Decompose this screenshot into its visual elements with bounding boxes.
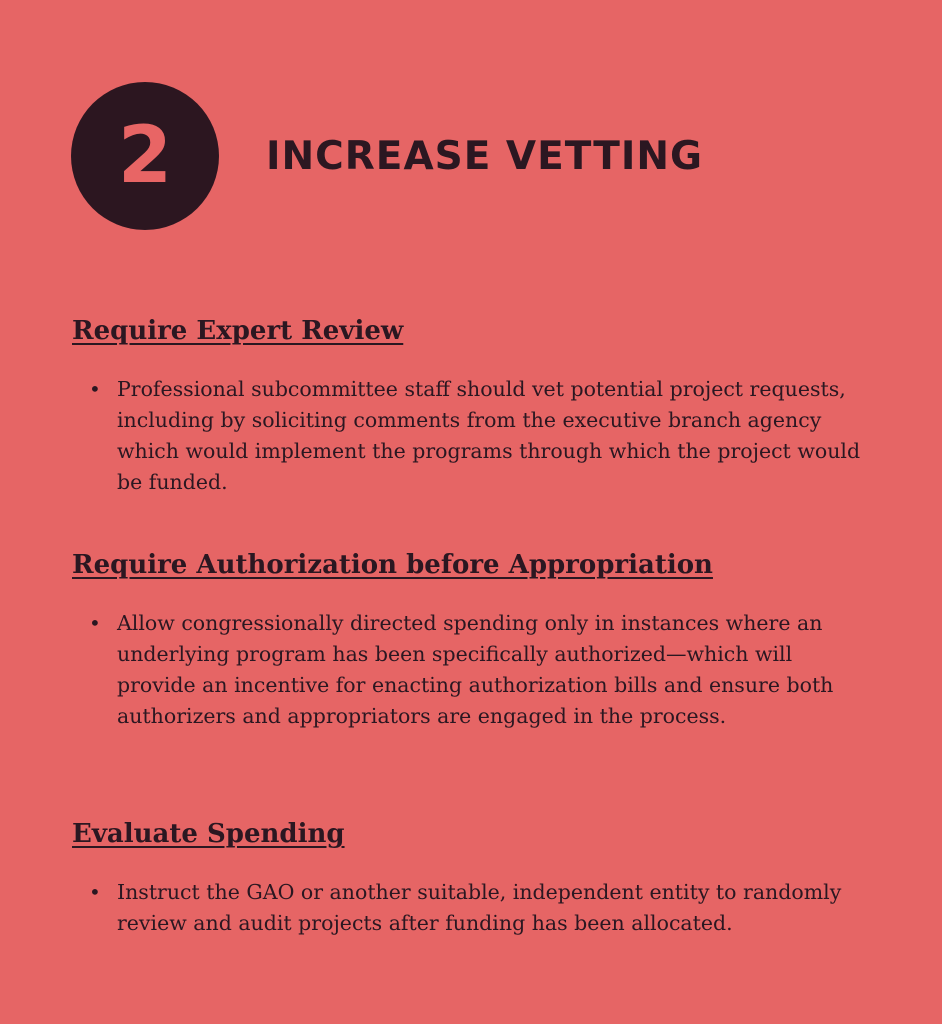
- section-header: [71, 82, 703, 230]
- page-title: INCREASE VETTING: [266, 133, 704, 179]
- bullet-list: [72, 374, 872, 498]
- section-expert-review: [72, 315, 872, 498]
- list-item: [72, 374, 877, 498]
- section-heading: Evaluate Spending: [72, 819, 345, 849]
- list-item-text: Professional subcommittee staff should vet potential project requests, including by soliciting comments from the executive branch agency which would implement the programs through which the project would be funded.: [117, 377, 861, 494]
- badge-number: 2: [117, 111, 173, 201]
- section-heading: Require Expert Review: [72, 316, 404, 346]
- section-heading: Require Authorization before Appropriation: [72, 550, 713, 580]
- list-item: [72, 877, 877, 939]
- bullet-list: [72, 877, 872, 939]
- section-evaluate-spending: [72, 818, 872, 939]
- number-badge: [71, 82, 219, 230]
- bullet-icon: •: [89, 377, 101, 401]
- bullet-icon: •: [89, 880, 101, 904]
- list-item: [72, 608, 877, 732]
- bullet-icon: •: [89, 611, 101, 635]
- bullet-list: [72, 608, 872, 732]
- list-item-text: Allow congressionally directed spending only in instances where an underlying program has been specifically authorized—which will provide an incentive for enacting authorization bills and ensure both authorizers and appropriators are engaged in the process.: [117, 611, 834, 728]
- list-item-text: Instruct the GAO or another suitable, independent entity to randomly review and audit projects after funding has been allocated.: [117, 880, 842, 935]
- section-authorization: [72, 549, 872, 732]
